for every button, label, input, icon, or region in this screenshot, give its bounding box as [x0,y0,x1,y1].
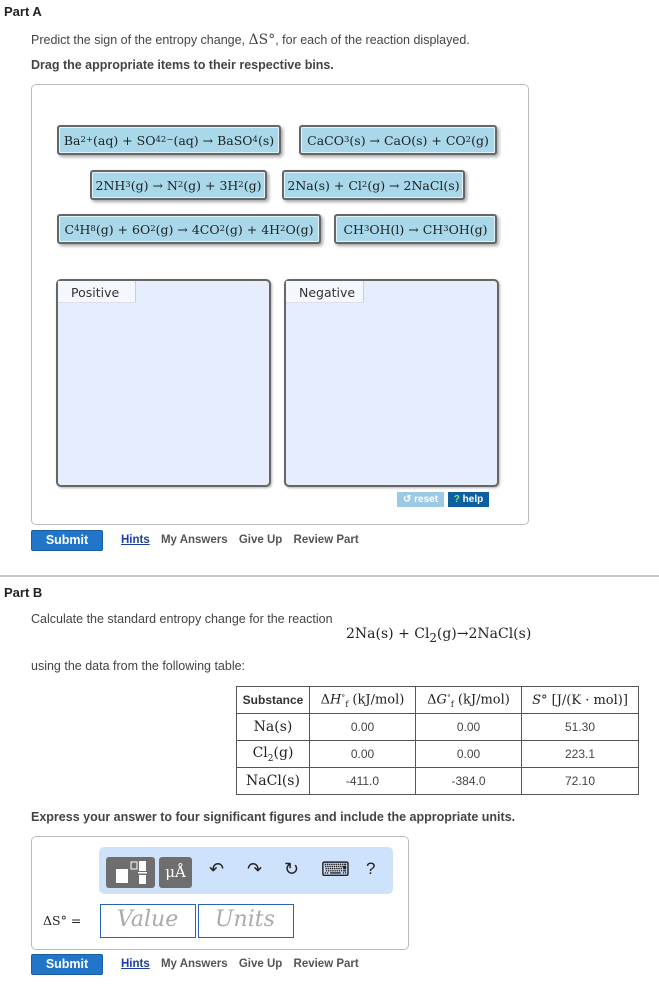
reaction-chip-calcium-carbonate[interactable]: CaCO 3 (s) → CaO(s) + CO 2 (g) [299,125,497,155]
entropy-cell: 223.1 [522,741,639,768]
reaction-equation: $2Na(s) + Cl_2(g)\to 2NaCl(s)$ [346,626,532,645]
hints-link[interactable]: Hints [121,534,150,546]
table-row [237,714,639,741]
reaction-chip-sodium-chloride[interactable]: 2Na(s) + Cl 2 (g) → 2NaCl(s) [282,170,465,200]
header-entropy: S° [J/(K · mol)] [522,687,639,714]
help-icon[interactable]: ? [366,859,376,878]
table-intro: using the data from the following table: [31,659,246,673]
entropy-cell: 72.10 [522,768,639,795]
delta-h-cell: -411.0 [310,768,416,795]
part-b-title: Part B [4,585,43,600]
math-toolbar [99,847,393,894]
value-input[interactable]: Value [100,904,196,938]
templates-button[interactable] [106,857,155,888]
delta-g-cell: 0.00 [416,741,522,768]
reaction-chip-methanol[interactable]: CH 3 OH(l) → CH 3 OH(g) [334,214,497,244]
give-up-link[interactable]: Give Up [238,958,283,970]
reset-icon[interactable]: ↻ [284,859,300,879]
table-row [237,741,639,768]
reset-icon: ↺ [402,494,412,505]
section-divider [0,575,659,577]
units-input[interactable]: Units [198,904,294,938]
undo-icon[interactable]: ↶ [209,859,225,879]
units-icon: μÅ [165,863,186,881]
substance-cell: Na(s) [237,714,310,741]
keyboard-icon[interactable]: ⌨ [321,859,350,881]
delta-g-cell: 0.00 [416,714,522,741]
bin-negative-label: Negative [286,281,364,303]
table-row [237,768,639,795]
reaction-chip-ammonia[interactable]: 2NH 3 (g) → N 2 (g) + 3H 2 (g) [90,170,267,200]
part-a-instruction: Drag the appropriate items to their respective bins. [31,58,334,72]
header-substance: Substance [237,687,310,714]
header-delta-h: $\Delta H^\circ_f$ (kJ/mol) [310,687,416,714]
table-header-row [237,687,639,714]
answer-label: ΔS° = [43,913,82,928]
delta-h-cell: 0.00 [310,741,416,768]
header-delta-g: $\Delta G^\circ_f$ (kJ/mol) [416,687,522,714]
substance-cell: $Cl_2(g)$ [237,741,310,768]
delta-s-symbol: ΔS° [248,32,276,48]
bin-positive[interactable] [56,279,271,487]
prompt-text: Predict the sign of the entropy change, [31,33,249,47]
part-b-instruction: Express your answer to four significant figures and include the appropriate units. [31,810,516,824]
part-a-prompt [31,32,470,48]
question-icon: ? [453,494,460,505]
part-a-submit-button[interactable]: Submit [31,530,103,551]
hints-link[interactable]: Hints [121,958,150,970]
part-b-submit-button[interactable]: Submit [31,954,103,975]
reset-button[interactable] [397,492,444,507]
part-a-title: Part A [4,4,42,19]
thermo-data-table [236,686,639,795]
give-up-link[interactable]: Give Up [238,534,283,546]
templates-icon [106,857,155,888]
review-part-link[interactable]: Review Part [293,534,359,546]
part-b-links [121,958,367,970]
units-button[interactable] [159,857,192,888]
reset-label: reset [414,494,439,505]
review-part-link[interactable]: Review Part [293,958,359,970]
entropy-cell: 51.30 [522,714,639,741]
bin-positive-label: Positive [58,281,136,303]
part-a-links [121,534,367,546]
delta-g-cell: -384.0 [416,768,522,795]
reaction-chip-butene-combustion[interactable]: C 4 H 8 (g) + 6O 2 (g) → 4CO 2 (g) + 4H 2 O(g) [57,214,321,244]
help-button[interactable] [448,492,489,507]
my-answers-link[interactable]: My Answers [160,534,228,546]
reaction-chip-barium-sulfate[interactable]: Ba 2+ (aq) + SO 4 2− (aq) → BaSO 4 (s) [57,125,281,155]
delta-h-cell: 0.00 [310,714,416,741]
prompt-text-end: , for each of the reaction displayed. [275,33,470,47]
part-b-prompt: Calculate the standard entropy change for the reaction [31,612,333,626]
substance-cell: NaCl(s) [237,768,310,795]
my-answers-link[interactable]: My Answers [160,958,228,970]
redo-icon[interactable]: ↷ [247,859,263,879]
help-label: help [462,494,484,505]
bin-negative[interactable] [284,279,499,487]
